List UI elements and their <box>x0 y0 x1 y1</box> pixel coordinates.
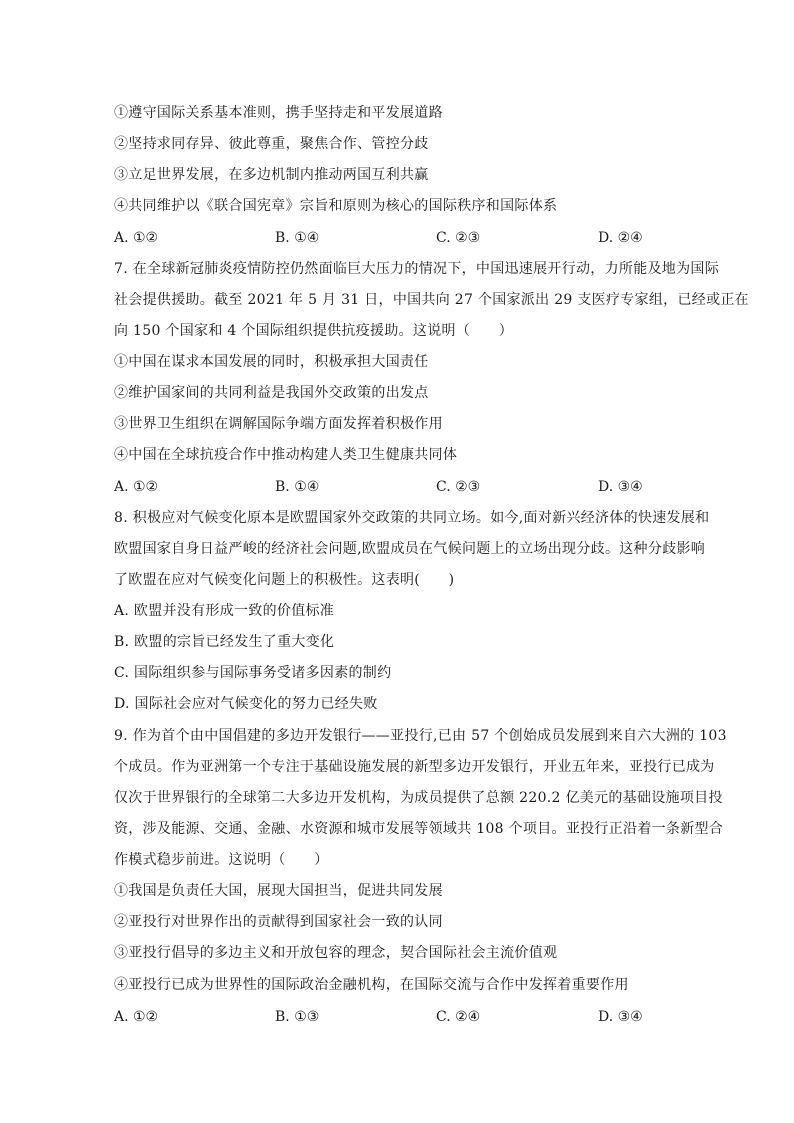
q9-option-b: B. ①③ <box>275 1009 320 1025</box>
q9-stem-line-3: 仅次于世界银行的全球第二大多边开发机构，为成员提供了总额 220.2 亿美元的基础设施项目投 <box>114 790 723 806</box>
q8-choice-c: C. 国际组织参与国际事务受诸多因素的制约 <box>114 665 392 681</box>
q9-statement-2: ②亚投行对世界作出的贡献得到国家社会一致的认同 <box>114 914 443 930</box>
q6-statement-4: ④共同维护以《联合国宪章》宗旨和原则为核心的国际秩序和国际体系 <box>114 198 558 214</box>
q9-option-c: C. ②④ <box>436 1009 481 1025</box>
q7-option-a: A. ①② <box>114 479 159 495</box>
q7-statement-4: ④中国在全球抗疫合作中推动构建人类卫生健康共同体 <box>114 447 458 463</box>
q6-statement-3: ③立足世界发展，在多边机制内推动两国互利共赢 <box>114 167 429 183</box>
q7-statement-1: ①中国在谋求本国发展的同时，积极承担大国责任 <box>114 354 429 370</box>
q6-option-d: D. ②④ <box>598 230 643 246</box>
q7-option-d: D. ③④ <box>598 479 643 495</box>
q8-choice-b: B. 欧盟的宗旨已经发生了重大变化 <box>114 634 335 650</box>
q8-stem-line-1: 8. 积极应对气候变化原本是欧盟国家外交政策的共同立场。如今,面对新兴经济体的快速发展和 <box>114 510 710 526</box>
q9-option-d: D. ③④ <box>598 1009 643 1025</box>
q6-statement-2: ②坚持求同存异、彼此尊重，聚焦合作、管控分歧 <box>114 136 429 152</box>
q9-statement-1: ①我国是负责任大国，展现大国担当，促进共同发展 <box>114 883 443 899</box>
q7-stem-line-3: 向 150 个国家和 4 个国际组织提供抗疫援助。这说明（ ） <box>114 323 514 339</box>
q7-stem-line-2: 社会提供援助。截至 2021 年 5 月 31 日，中国共向 27 个国家派出 29 支医疗专家组，已经或正在 <box>114 292 749 308</box>
q6-option-b: B. ①④ <box>275 230 320 246</box>
q8-stem-line-3: 了欧盟在应对气候变化问题上的积极性。这表明( ) <box>114 572 455 588</box>
q9-stem-line-2: 个成员。作为亚洲第一个专注于基础设施发展的新型多边开发银行，开业五年来，亚投行已成为 <box>114 759 715 775</box>
q9-stem-line-5: 作模式稳步前进。这说明（ ） <box>114 852 329 868</box>
q8-choice-a: A. 欧盟并没有形成一致的价值标准 <box>114 603 335 619</box>
q7-stem-line-1: 7. 在全球新冠肺炎疫情防控仍然面临巨大压力的情况下，中国迅速展开行动，力所能及地为国际 <box>114 261 720 277</box>
q6-statement-1: ①遵守国际关系基本准则，携手坚持走和平发展道路 <box>114 105 443 121</box>
q8-stem-line-2: 欧盟国家自身日益严峻的经济社会问题,欧盟成员在气候问题上的立场出现分歧。这种分歧影响 <box>114 541 706 557</box>
q6-option-c: C. ②③ <box>436 230 481 246</box>
q9-option-a: A. ①② <box>114 1009 159 1025</box>
q9-stem-line-1: 9. 作为首个由中国倡建的多边开发银行——亚投行,已由 57 个创始成员发展到来自六大洲的 103 <box>114 728 727 744</box>
q9-stem-line-4: 资，涉及能源、交通、金融、水资源和城市发展等领域共 108 个项目。亚投行正沿着一条新型合 <box>114 821 724 837</box>
q7-option-b: B. ①④ <box>275 479 320 495</box>
q9-statement-4: ④亚投行已成为世界性的国际政治金融机构，在国际交流与合作中发挥着重要作用 <box>114 977 629 993</box>
q8-choice-d: D. 国际社会应对气候变化的努力已经失败 <box>114 696 378 712</box>
q7-statement-3: ③世界卫生组织在调解国际争端方面发挥着积极作用 <box>114 416 443 432</box>
q9-statement-3: ③亚投行倡导的多边主义和开放包容的理念，契合国际社会主流价值观 <box>114 945 558 961</box>
q7-statement-2: ②维护国家间的共同利益是我国外交政策的出发点 <box>114 385 429 401</box>
q6-option-a: A. ①② <box>114 230 159 246</box>
q7-option-c: C. ②③ <box>436 479 481 495</box>
